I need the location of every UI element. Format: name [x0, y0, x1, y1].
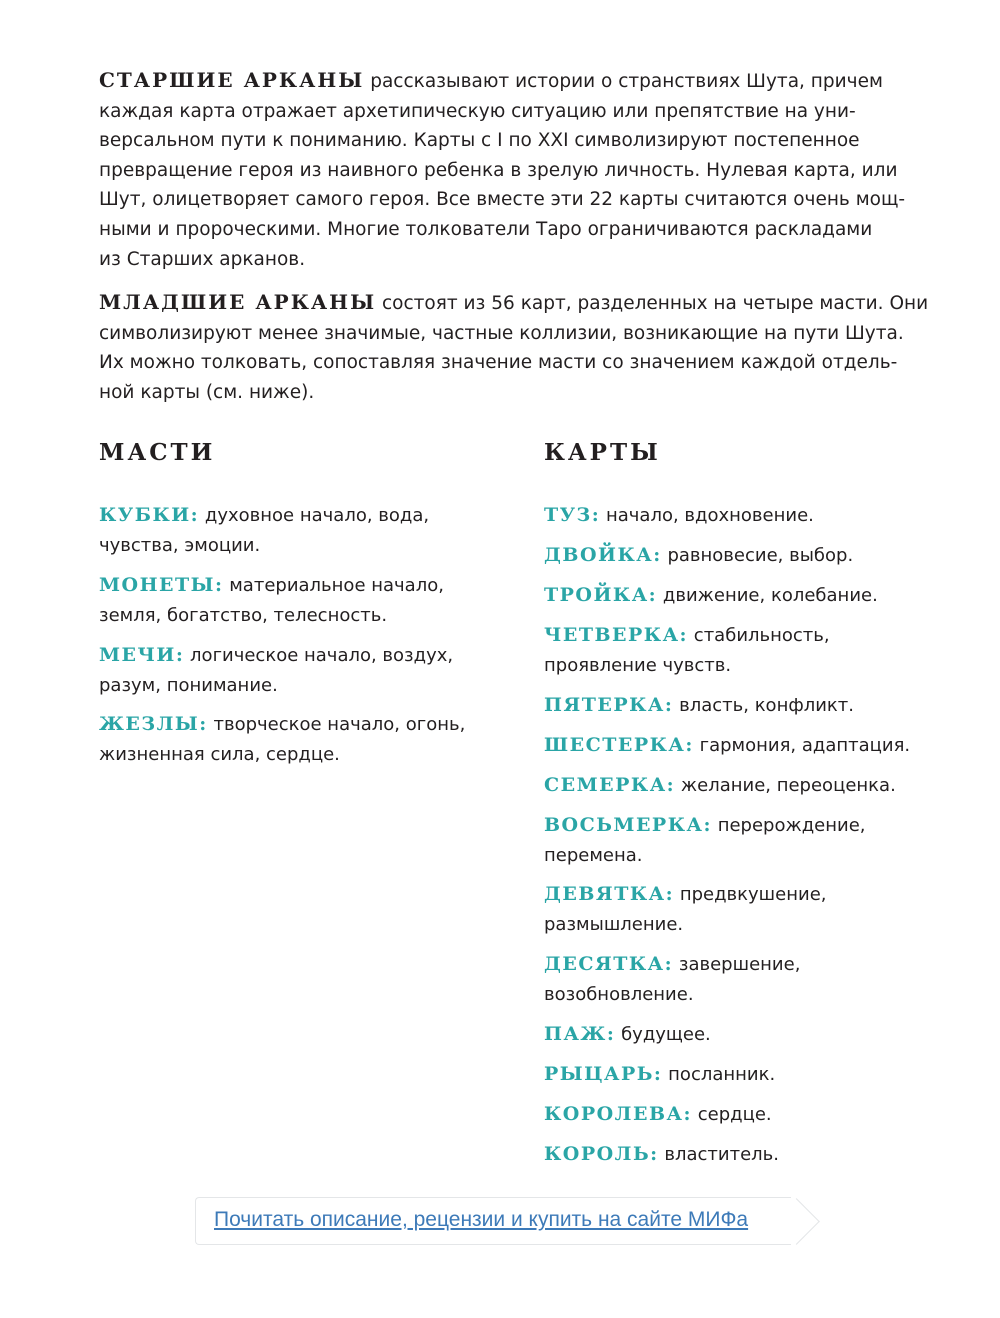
card-desc: сердце.: [692, 1104, 772, 1125]
card-entry-ace: [544, 501, 954, 531]
card-desc: гармония, адаптация.: [693, 735, 911, 756]
card-term: ШЕСТЕРКА:: [544, 734, 694, 756]
card-term: ДЕСЯТКА:: [544, 953, 674, 975]
card-desc-cont: перемена.: [544, 844, 643, 866]
card-desc: завершение,: [673, 954, 801, 975]
suits-heading: МАСТИ: [99, 439, 216, 466]
card-desc-cont: размышление.: [544, 913, 684, 935]
card-term: ЧЕТВЕРКА:: [544, 624, 689, 646]
suit-desc-cont: жизненная сила, сердце.: [99, 743, 340, 765]
card-entry-ten: [544, 950, 954, 1009]
card-term: КОРОЛЬ:: [544, 1143, 659, 1165]
card-entry-page: [544, 1020, 954, 1050]
paragraph-line: версальном пути к пониманию. Карты с I по XXI символизируют постепенное: [99, 130, 860, 152]
card-entry-king: [544, 1140, 954, 1170]
card-entry-three: [544, 581, 954, 611]
suit-desc: логическое начало, воздух,: [184, 645, 454, 666]
card-entry-eight: [544, 811, 954, 870]
card-desc: движение, колебание.: [657, 585, 878, 606]
card-entry-six: [544, 731, 954, 761]
card-desc: перерождение,: [711, 815, 866, 836]
paragraph-line: состоят из 56 карт, разделенных на четыре масти. Они: [376, 293, 929, 314]
suit-entry-wands: [99, 710, 469, 769]
paragraph-line: Шут, олицетворяет самого героя. Все вместе эти 22 карты считаются очень мощ-: [99, 189, 906, 211]
card-entry-five: [544, 691, 954, 721]
paragraph-line: ными и пророческими. Многие толкователи Таро ограничиваются раскладами: [99, 218, 873, 240]
minor-arcana-lead: МЛАДШИЕ АРКАНЫ: [99, 290, 377, 314]
suit-term: КУБКИ:: [99, 504, 200, 526]
major-arcana-paragraph: [99, 66, 929, 274]
card-entry-four: [544, 621, 954, 680]
card-desc: начало, вдохновение.: [600, 505, 814, 526]
card-term: ТУЗ:: [544, 504, 601, 526]
card-desc: будущее.: [615, 1024, 711, 1045]
paragraph-line: превращение героя из наивного ребенка в зрелую личность. Нулевая карта, или: [99, 159, 898, 181]
paragraph-line: рассказывают истории о странствиях Шута, причем: [364, 71, 883, 92]
suit-desc: творческое начало, огонь,: [207, 714, 466, 735]
minor-arcana-paragraph: [99, 288, 929, 407]
paragraph-line: каждая карта отражает архетипическую ситуацию или препятствие на уни-: [99, 100, 856, 122]
card-desc-cont: проявление чувств.: [544, 654, 732, 676]
card-desc-cont: возобновление.: [544, 983, 694, 1005]
suit-desc: духовное начало, вода,: [199, 505, 430, 526]
card-desc: желание, переоценка.: [675, 775, 896, 796]
suit-entry-cups: [99, 501, 469, 560]
suit-term: МЕЧИ:: [99, 644, 185, 666]
paragraph-line: символизируют менее значимые, частные коллизии, возникающие на пути Шута.: [99, 322, 904, 344]
card-entry-queen: [544, 1100, 954, 1130]
card-entry-two: [544, 541, 954, 571]
card-desc: равновесие, выбор.: [661, 545, 854, 566]
paragraph-line: ной карты (см. ниже).: [99, 381, 315, 403]
cards-heading: КАРТЫ: [544, 439, 661, 466]
paragraph-line: Их можно толковать, сопоставляя значение масти со значением каждой отдель-: [99, 352, 898, 374]
card-term: ПЯТЕРКА:: [544, 694, 674, 716]
card-desc: стабильность,: [688, 625, 830, 646]
suit-desc-cont: разум, понимание.: [99, 674, 278, 696]
card-term: ДЕВЯТКА:: [544, 883, 675, 905]
card-desc: власть, конфликт.: [673, 695, 855, 716]
card-desc: властитель.: [658, 1144, 780, 1165]
card-term: КОРОЛЕВА:: [544, 1103, 693, 1125]
card-desc: посланник.: [662, 1064, 776, 1085]
suit-desc-cont: чувства, эмоции.: [99, 534, 261, 556]
card-entry-knight: [544, 1060, 954, 1090]
paragraph-line: из Старших арканов.: [99, 248, 306, 270]
card-entry-nine: [544, 880, 954, 939]
suit-entry-coins: [99, 571, 469, 630]
card-desc: предвкушение,: [674, 884, 827, 905]
suit-term: МОНЕТЫ:: [99, 574, 224, 596]
suit-entry-swords: [99, 641, 469, 700]
card-term: ТРОЙКА:: [544, 584, 658, 606]
card-entry-seven: [544, 771, 954, 801]
card-term: РЫЦАРЬ:: [544, 1063, 663, 1085]
suit-desc: материальное начало,: [223, 575, 444, 596]
suit-term: ЖЕЗЛЫ:: [99, 713, 208, 735]
card-term: ДВОЙКА:: [544, 544, 662, 566]
card-term: ВОСЬМЕРКА:: [544, 814, 712, 836]
major-arcana-lead: СТАРШИЕ АРКАНЫ: [99, 68, 365, 92]
card-term: ПАЖ:: [544, 1023, 616, 1045]
card-term: СЕМЕРКА:: [544, 774, 676, 796]
buy-on-mif-link[interactable]: Почитать описание, рецензии и купить на сайте МИФа: [214, 1208, 749, 1231]
suit-desc-cont: земля, богатство, телесность.: [99, 604, 388, 626]
